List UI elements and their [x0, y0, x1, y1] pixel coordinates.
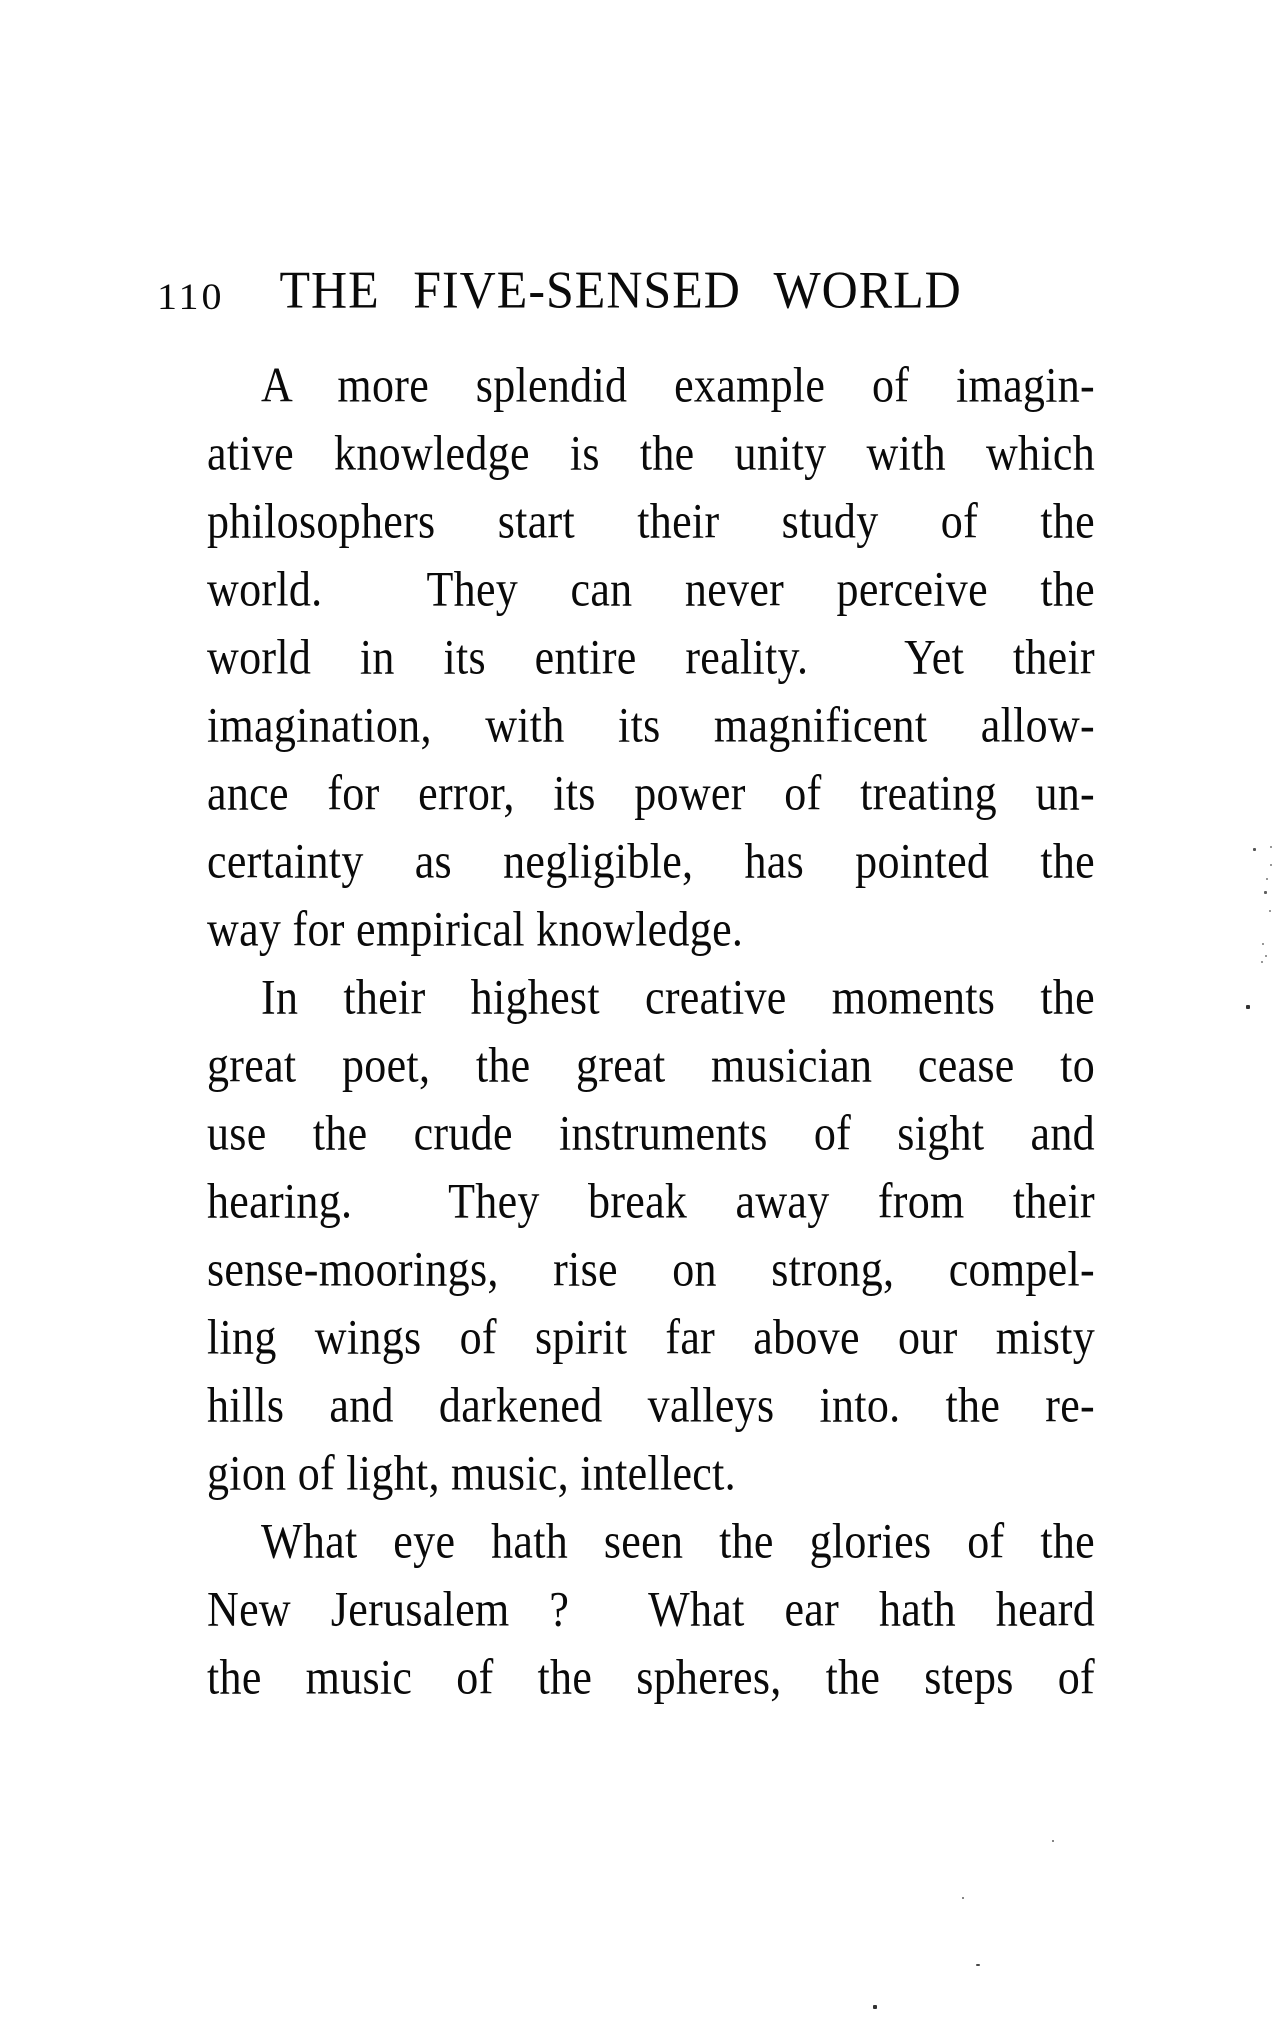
text-line: way for empirical knowledge.	[207, 902, 744, 957]
text-line: ling wings of spirit far above our misty	[207, 1310, 1095, 1365]
running-title: THE FIVE-SENSED WORLD	[279, 260, 962, 319]
scan-speckle	[1246, 1005, 1250, 1009]
text-line: great poet, the great musician cease to	[207, 1038, 1095, 1093]
text-line: philosophers start their study of the	[207, 494, 1095, 549]
text-line: certainty as negligible, has pointed the	[207, 834, 1095, 889]
scan-speckle	[1264, 891, 1267, 894]
paragraph	[207, 352, 1095, 964]
scan-speckle	[1265, 955, 1267, 957]
text-line: the music of the spheres, the steps of	[207, 1650, 1095, 1705]
text-line: In their highest creative moments the	[261, 970, 1095, 1025]
text-line: ative knowledge is the unity with which	[207, 426, 1095, 481]
scan-speckle	[1270, 864, 1272, 866]
scan-speckle	[1266, 878, 1268, 880]
scan-speckle	[1261, 961, 1263, 963]
scan-speckle	[1270, 846, 1272, 848]
text-line: gion of light, music, intellect.	[207, 1446, 736, 1501]
text-line: hearing. They break away from their	[207, 1174, 1095, 1229]
text-line: use the crude instruments of sight and	[207, 1106, 1095, 1161]
scan-speckle	[1269, 910, 1271, 912]
scan-speckle	[1253, 848, 1256, 851]
page-header	[157, 262, 962, 320]
text-line: New Jerusalem ? What ear hath heard	[207, 1582, 1095, 1637]
scan-speckle	[1262, 943, 1264, 945]
text-line: imagination, with its magnificent allow-	[207, 698, 1095, 753]
text-line: sense-moorings, rise on strong, compel-	[207, 1242, 1095, 1297]
text-line: hills and darkened valleys into. the re-	[207, 1378, 1095, 1433]
scan-speckle	[976, 1964, 980, 1966]
scan-speckle	[1052, 1840, 1054, 1842]
text-line: What eye hath seen the glories of the	[261, 1514, 1095, 1569]
page-number: 110	[157, 275, 225, 318]
page-body	[207, 352, 1095, 1712]
text-line: world in its entire reality. Yet their	[207, 630, 1095, 685]
text-line: A more splendid example of imagin-	[261, 358, 1095, 413]
paragraph	[207, 1508, 1095, 1712]
text-line: world. They can never perceive the	[207, 562, 1095, 617]
scan-speckle	[962, 1897, 964, 1899]
scan-speckle	[873, 2005, 877, 2009]
paragraph	[207, 964, 1095, 1508]
text-line: ance for error, its power of treating un-	[207, 766, 1095, 821]
